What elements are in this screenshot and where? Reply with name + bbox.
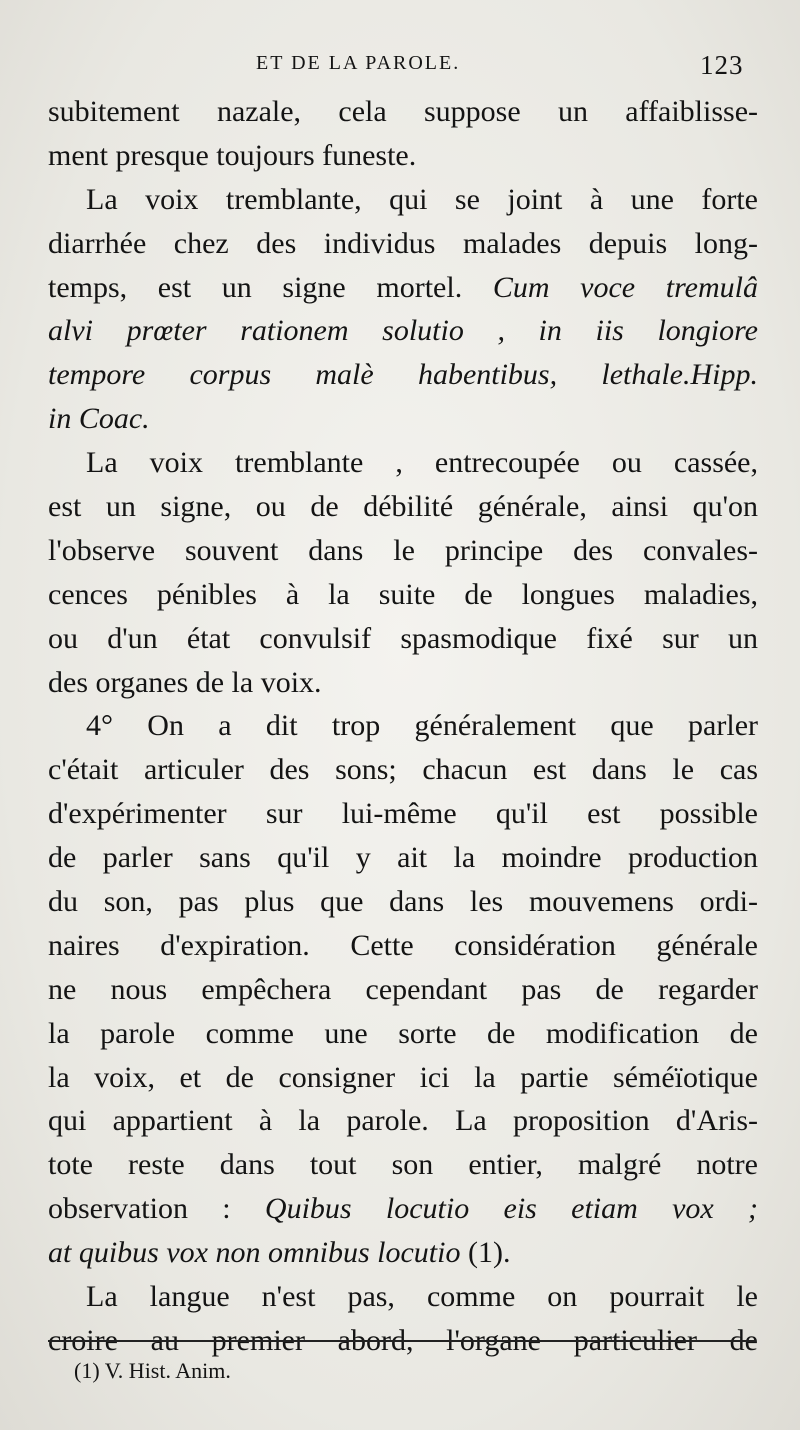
- footnote: (1) V. Hist. Anim.: [74, 1358, 231, 1383]
- text-line-segment: observation :: [48, 1192, 265, 1226]
- footnote-reference: (1).: [460, 1236, 511, 1270]
- text-line: cences pénibles à la suite de longues maladies,: [48, 577, 758, 611]
- text-line: diarrhée chez des individus malades depuis long-: [48, 226, 758, 260]
- text-line-mixed: [48, 1231, 758, 1275]
- footnote-divider: [48, 1340, 756, 1342]
- text-line: est un signe, ou de débilité générale, ainsi qu'on: [48, 490, 758, 524]
- page-number: 123: [700, 50, 744, 80]
- text-line: in Coac.: [48, 402, 150, 436]
- text-line: 4° On a dit trop généralement que parler: [86, 709, 758, 743]
- latin-quote: at quibus vox non omnibus locutio: [48, 1236, 461, 1270]
- text-line: alvi prœter rationem solutio , in iis longiore: [48, 314, 758, 348]
- text-line: ne nous empêchera cependant pas de regarder: [48, 972, 758, 1006]
- text-line: l'observe souvent dans le principe des convales-: [48, 533, 758, 567]
- text-line: naires d'expiration. Cette considération générale: [48, 928, 758, 962]
- text-line: La voix tremblante , entrecoupée ou cassée,: [86, 446, 758, 480]
- text-line: tote reste dans tout son entier, malgré notre: [48, 1148, 758, 1182]
- text-line: La voix tremblante, qui se joint à une forte: [86, 182, 758, 216]
- latin-quote: Cum voce tremulâ: [492, 270, 758, 304]
- text-line-mixed: [48, 266, 758, 310]
- text-line: de parler sans qu'il y ait la moindre production: [48, 841, 758, 875]
- text-line: subitement nazale, cela suppose un affaiblisse-: [48, 95, 758, 128]
- text-line: du son, pas plus que dans les mouvemens ordi-: [48, 885, 758, 919]
- text-line: La langue n'est pas, comme on pourrait le: [86, 1280, 758, 1314]
- body-text: [48, 90, 758, 1363]
- text-line: des organes de la voix.: [48, 665, 322, 699]
- text-line: ment presque toujours funeste.: [48, 138, 417, 172]
- running-title: ET DE LA PAROLE.: [256, 52, 461, 74]
- text-line: d'expérimenter sur lui-même qu'il est possible: [48, 797, 758, 831]
- text-line: la parole comme une sorte de modification de: [48, 1016, 758, 1050]
- text-line-mixed: [48, 1187, 758, 1231]
- text-line: c'était articuler des sons; chacun est dans le cas: [48, 753, 758, 787]
- text-line: tempore corpus malè habentibus, lethale.Hipp.: [48, 358, 758, 392]
- text-line: la voix, et de consigner ici la partie séméïotique: [48, 1060, 758, 1094]
- text-line-segment: temps, est un signe mortel.: [48, 270, 493, 304]
- running-head: [0, 50, 800, 80]
- text-line: ou d'un état convulsif spasmodique fixé sur un: [48, 621, 758, 655]
- latin-quote: Quibus locutio eis etiam vox ;: [264, 1192, 758, 1226]
- text-line: croire au premier abord, l'organe particulier de: [48, 1323, 758, 1357]
- text-line: qui appartient à la parole. La proposition d'Aris-: [48, 1104, 758, 1138]
